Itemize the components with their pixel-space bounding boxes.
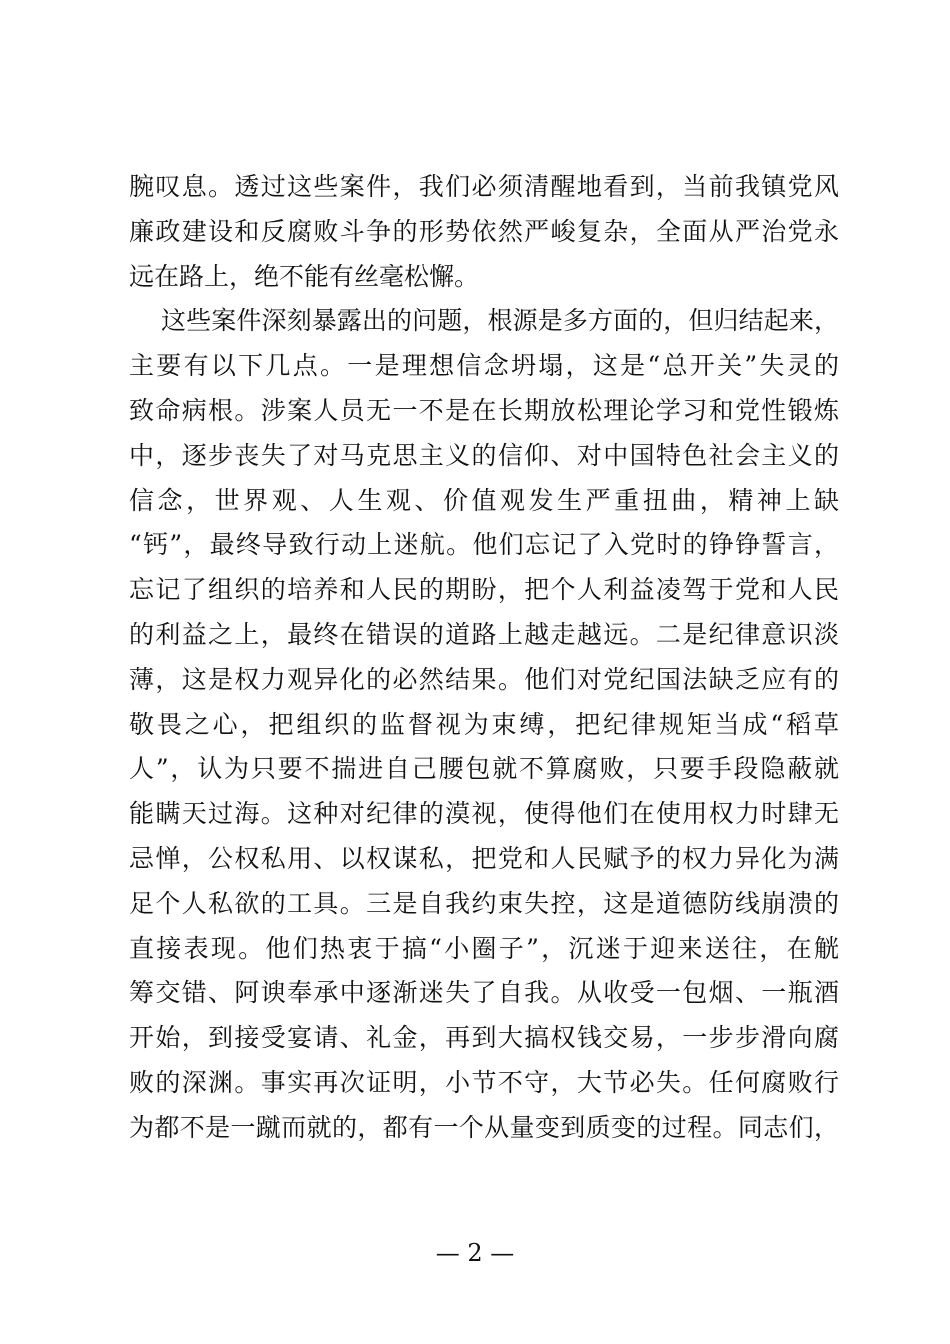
text-line: 信念，世界观、人生观、价值观发生严重扭曲，精神上缺 xyxy=(129,485,839,515)
text-line: 直接表现。他们热衷于搞“小圈子”，沉迷于迎来送往，在觥 xyxy=(129,933,839,963)
paragraph-continuation xyxy=(129,165,839,299)
text-line: 开始，到接受宴请、礼金，再到大搞权钱交易，一步步滑向腐 xyxy=(129,1023,839,1053)
text-line: 这些案件深刻暴露出的问题，根源是多方面的，但归结起来， xyxy=(161,306,839,336)
text-line: 为都不是一蹴而就的，都有一个从量变到质变的过程。同志们， xyxy=(129,1112,839,1142)
page-number: — 2 — xyxy=(435,1239,515,1267)
text-line: “钙”，最终导致行动上迷航。他们忘记了入党时的铮铮誓言， xyxy=(129,530,839,560)
document-body xyxy=(129,165,839,1151)
text-line: 薄，这是权力观异化的必然结果。他们对党纪国法缺乏应有的 xyxy=(129,664,839,694)
text-line: 腕叹息。透过这些案件，我们必须清醒地看到，当前我镇党风 xyxy=(129,172,839,201)
text-line: 败的深渊。事实再次证明，小节不守，大节必失。任何腐败行 xyxy=(129,1067,839,1097)
text-line: 廉政建设和反腐败斗争的形势依然严峻复杂，全面从严治党永 xyxy=(129,216,839,246)
text-line: 致命病根。涉案人员无一不是在长期放松理论学习和党性锻炼 xyxy=(129,395,839,425)
text-line: 忘记了组织的培养和人民的期盼，把个人利益凌驾于党和人民 xyxy=(129,575,839,605)
text-line: 人”，认为只要不揣进自己腰包就不算腐败，只要手段隐蔽就 xyxy=(129,754,839,784)
text-line: 远在路上，绝不能有丝毫松懈。 xyxy=(129,261,480,291)
text-line: 足个人私欲的工具。三是自我约束失控，这是道德防线崩溃的 xyxy=(129,888,839,918)
text-line: 能瞒天过海。这种对纪律的漠视，使得他们在使用权力时肆无 xyxy=(129,799,839,829)
text-line: 的利益之上，最终在错误的道路上越走越远。二是纪律意识淡 xyxy=(129,619,839,649)
text-line: 筹交错、阿谀奉承中逐渐迷失了自我。从收受一包烟、一瓶酒 xyxy=(129,978,839,1008)
text-line: 敬畏之心，把组织的监督视为束缚，把纪律规矩当成“稻草 xyxy=(129,709,839,739)
paragraph-problems xyxy=(129,299,839,1150)
text-line: 中，逐步丧失了对马克思主义的信仰、对中国特色社会主义的 xyxy=(129,440,839,470)
text-line: 主要有以下几点。一是理想信念坍塌，这是“总开关”失灵的 xyxy=(129,351,839,381)
text-line: 忌惮，公权私用、以权谋私，把党和人民赋予的权力异化为满 xyxy=(129,843,839,873)
